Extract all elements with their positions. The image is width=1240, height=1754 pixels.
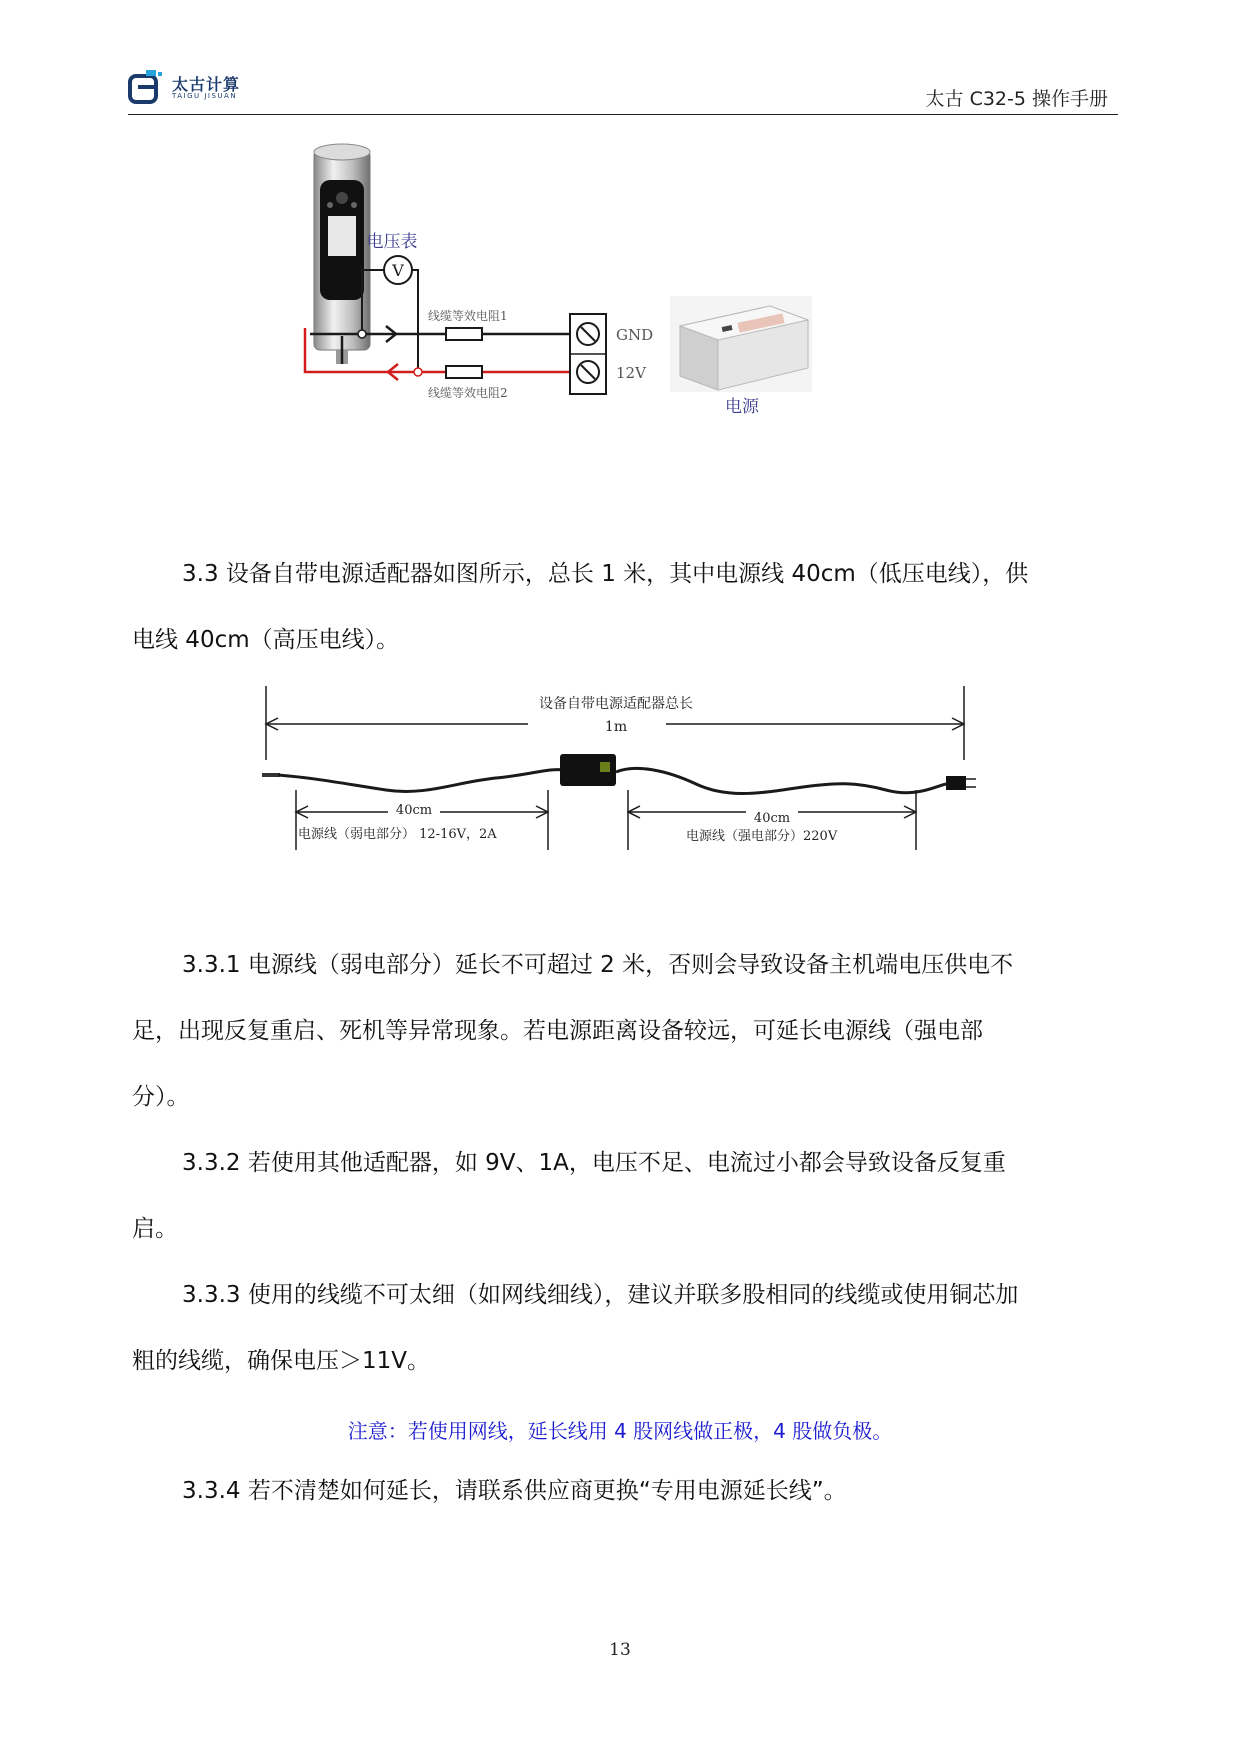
left-desc: 电源线（弱电部分） 12-16V，2A [298,827,497,842]
total-title: 设备自带电源适配器总长 [539,696,693,712]
terminal-12v-label: 12V [616,364,646,382]
para-3-3-3-line1: 3.3.3 使用的线缆不可太细（如网线细线），建议并联多股相同的线缆或使用铜芯加 [182,1282,1019,1308]
para-3-3-2 [132,1130,1112,1262]
terminal-block [570,314,606,394]
right-length: 40cm [753,811,791,826]
para-3-3-2-line2: 启。 [132,1216,178,1242]
logo-text-en: TAIGU JISUAN [172,92,238,100]
adapter-cable [262,754,976,794]
logo-text-cn: 太古计算 [172,75,241,94]
left-length: 40cm [395,803,433,818]
note-text: 注意：若使用网线，延长线用 4 股网线做正极，4 股做负极。 [347,1419,893,1443]
resistor-1 [446,328,482,340]
company-logo [128,68,170,108]
document-title: 太古 C32-5 操作手册 [925,88,1108,110]
power-supply-image [670,296,812,392]
para-3-3-1-line2: 足，出现反复重启、死机等异常现象。若电源距离设备较远，可延长电源线（强电部 [132,1018,983,1044]
resistor-2-label: 线缆等效电阻2 [428,386,508,400]
para-3-3-4-line1: 3.3.4 若不清楚如何延长，请联系供应商更换“专用电源延长线”。 [182,1478,847,1504]
page-header [128,62,1118,115]
para-3-3-1 [132,932,1112,1130]
resistor-2 [446,366,482,378]
para-3-3-line1: 3.3 设备自带电源适配器如图所示，总长 1 米，其中电源线 40cm（低压电线），供 [182,561,1029,587]
para-3-3-1-line1: 3.3.1 电源线（弱电部分）延长不可超过 2 米，否则会导致设备主机端电压供电不 [182,952,1014,978]
para-3-3-3 [132,1262,1112,1394]
para-3-3-2-line1: 3.3.2 若使用其他适配器，如 9V、1A，电压不足、电流过小都会导致设备反复重 [182,1150,1006,1176]
svg-text:V: V [392,261,404,280]
power-label: 电源 [725,397,759,417]
voltmeter-label: 电压表 [366,232,418,252]
resistor-1-label: 线缆等效电阻1 [428,309,508,323]
adapter-cable-diagram [256,680,976,850]
para-3-3-3-line2: 粗的线缆，确保电压＞11V。 [132,1348,431,1374]
para-3-3-line2: 电线 40cm（高压电线）。 [132,627,400,653]
wiring-diagram [300,140,940,480]
para-3-3 [132,541,1112,673]
para-3-3-1-line3: 分）。 [132,1084,190,1110]
terminal-gnd-label: GND [616,326,654,344]
total-length: 1m [604,719,628,735]
para-3-3-4 [132,1458,1112,1524]
page-number: 13 [609,1640,631,1660]
right-desc: 电源线（强电部分）220V [686,829,838,844]
